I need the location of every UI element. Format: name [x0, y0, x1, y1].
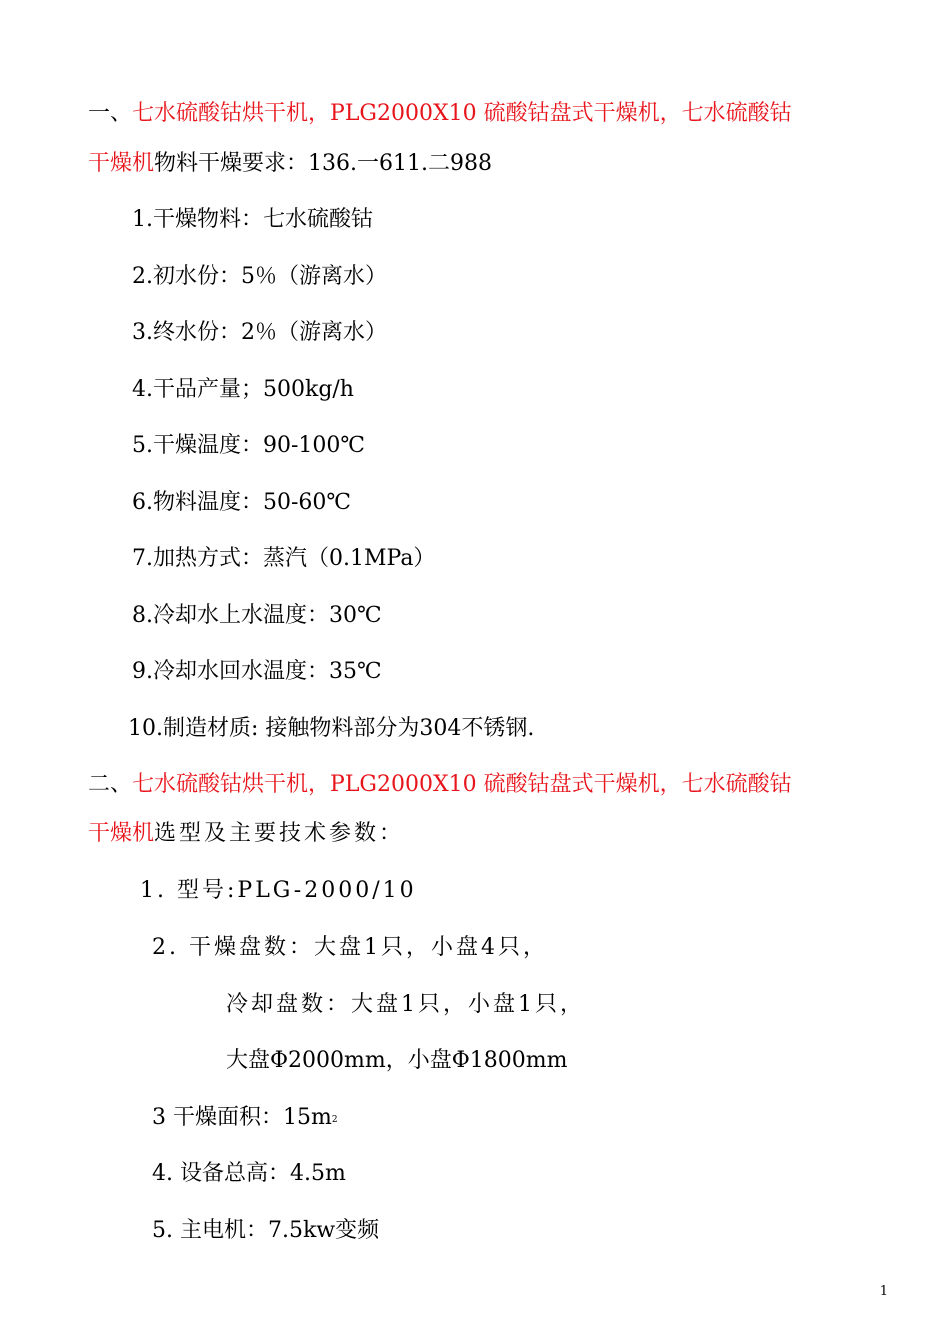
- section2-item-model: 1. 型号:PLG-2000/10: [140, 878, 417, 903]
- section1-item: 3.终水份：2％（游离水）: [132, 320, 387, 345]
- section1-prefix: 一、: [88, 101, 133, 126]
- section1-item: 6.物料温度：50-60℃: [132, 490, 352, 515]
- section2-heading-line1: [88, 771, 792, 799]
- section1-title-red: 七水硫酸钴烘干机，PLG2000X10 硫酸钴盘式干燥机，七水硫酸钴: [132, 101, 792, 126]
- section1-title-black: 物料干燥要求：136.一611.二988: [154, 151, 492, 176]
- drying-area-text: 3 干燥面积：15m: [152, 1105, 332, 1130]
- section1-item: 8.冷却水上水温度：30℃: [132, 603, 382, 628]
- section2-item-motor: 5. 主电机：7.5kw变频: [152, 1218, 380, 1243]
- section2-title-red: 七水硫酸钴烘干机，PLG2000X10 硫酸钴盘式干燥机，七水硫酸钴: [132, 772, 792, 797]
- section2-item-cooling-trays: 冷却盘数：大盘1只，小盘1只，: [226, 992, 585, 1017]
- section1-item: 4.干品产量；500kg/h: [132, 377, 354, 402]
- section1-item: 2.初水份：5％（游离水）: [132, 264, 387, 289]
- section1-item: 1.干燥物料：七水硫酸钴: [132, 207, 373, 232]
- section1-item: 7.加热方式：蒸汽（0.1MPa）: [132, 546, 436, 571]
- section2-heading-line2: [88, 820, 404, 848]
- section2-item-drying-area: [152, 1104, 338, 1134]
- section1-item: 9.冷却水回水温度：35℃: [132, 659, 382, 684]
- section2-title-black: 选型及主要技术参数：: [154, 821, 405, 846]
- section2-item-drying-trays: 2. 干燥盘数：大盘1只，小盘4只，: [152, 935, 548, 960]
- section2-title-red-cont: 干燥机: [88, 821, 155, 846]
- area-unit-superscript: 2: [331, 1115, 338, 1125]
- section1-item: 5.干燥温度：90-100℃: [132, 433, 366, 458]
- section1-heading-line2: [88, 150, 492, 178]
- section2-item-height: 4. 设备总高：4.5m: [152, 1161, 346, 1186]
- section2-prefix: 二、: [88, 772, 133, 797]
- section2-item-tray-diameters: 大盘Φ2000mm，小盘Φ1800mm: [226, 1048, 568, 1073]
- section1-item: 10.制造材质: 接触物料部分为304不锈钢.: [128, 716, 535, 741]
- page-number: 1: [879, 1284, 888, 1299]
- section1-heading-line1: [88, 100, 792, 128]
- section1-title-red-cont: 干燥机: [88, 151, 155, 176]
